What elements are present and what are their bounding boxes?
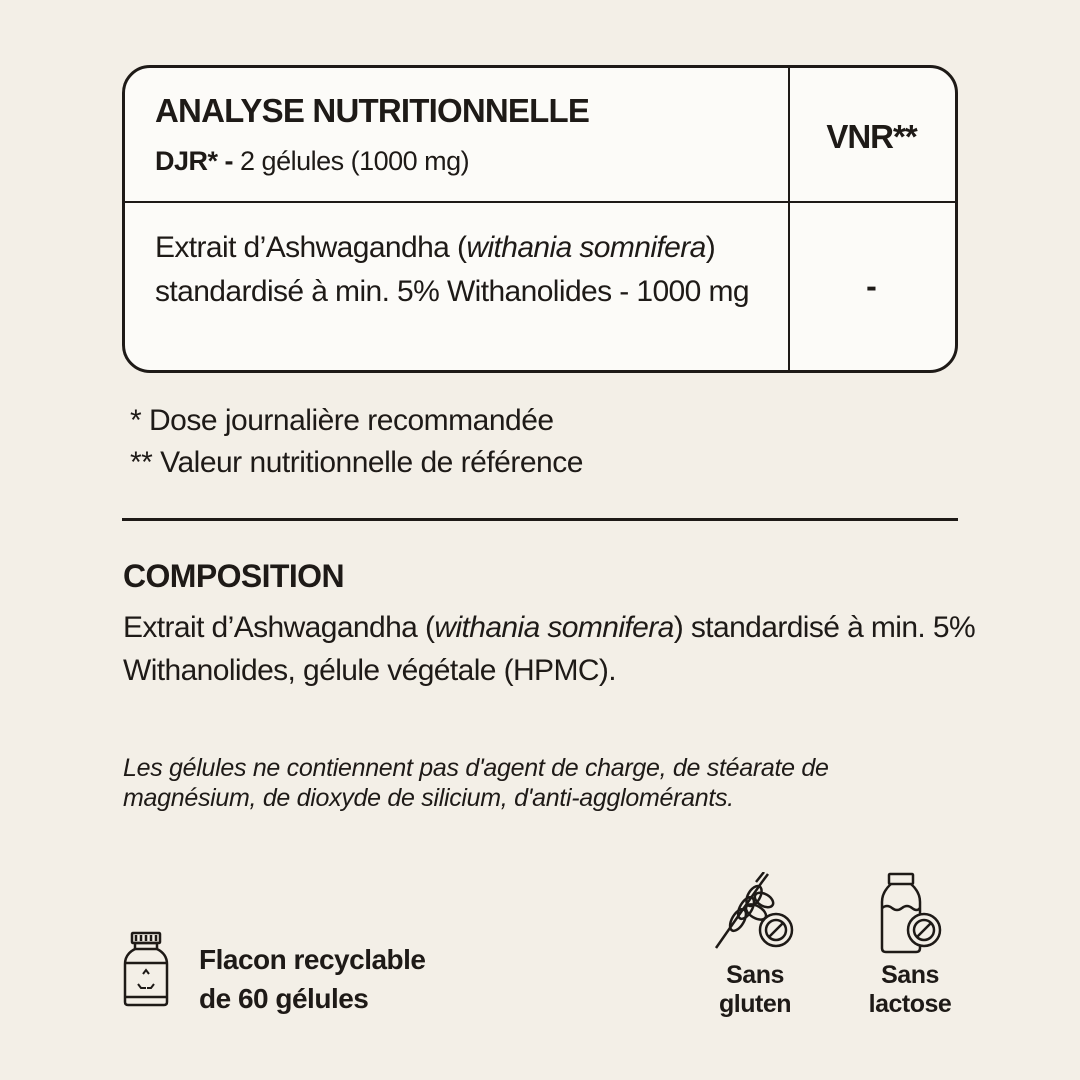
lactose-label	[850, 961, 970, 1019]
composition-text-2: ) standardisé à min. 5% Withanolides, gélule végétale (HPMC).	[123, 611, 976, 687]
djr-value: 2 gélules (1000 mg)	[240, 146, 470, 176]
lactose-free-icon	[876, 872, 946, 954]
recyclable-bottle-icon	[122, 930, 170, 1008]
djr-line	[155, 146, 469, 177]
row-divider	[125, 201, 955, 203]
footnote-djr: * Dose journalière recommandée	[130, 404, 554, 437]
section-divider	[122, 518, 958, 521]
gluten-line-1: Sans	[726, 961, 784, 989]
ingredient-cell	[155, 226, 775, 314]
composition-text	[123, 606, 983, 692]
ingredient-text-2: ) standardisé à min. 5% Withanolides - 1000 mg	[155, 231, 749, 308]
lactose-line-2: lactose	[868, 990, 952, 1018]
flacon-label	[199, 940, 426, 1018]
table-title: ANALYSE NUTRITIONNELLE	[155, 92, 590, 129]
latin-name: withania somnifera	[434, 611, 674, 644]
column-divider	[788, 68, 790, 370]
composition-heading: COMPOSITION	[123, 558, 344, 594]
gluten-line-2: gluten	[719, 990, 791, 1018]
composition-text-1: Extrait d’Ashwagandha (	[123, 611, 435, 644]
flacon-line-1: Flacon recyclable	[199, 944, 426, 975]
ingredient-text: Extrait d’Ashwagandha (	[155, 231, 467, 264]
flacon-line-2: de 60 gélules	[199, 983, 369, 1014]
nutrition-table	[122, 65, 958, 373]
lactose-line-1: Sans	[881, 961, 939, 989]
composition-note: Les gélules ne contiennent pas d'agent de charge, de stéarate de magnésium, de dioxyde de silicium, d'anti-agglomérants.	[123, 754, 829, 812]
latin-name: withania somnifera	[466, 231, 706, 264]
gluten-free-icon	[712, 872, 798, 954]
gluten-label	[695, 961, 815, 1019]
vnr-header: VNR**	[826, 118, 917, 155]
footnote-vnr: ** Valeur nutritionnelle de référence	[130, 446, 583, 479]
djr-label: DJR* -	[155, 146, 234, 176]
vnr-value: -	[866, 268, 877, 304]
